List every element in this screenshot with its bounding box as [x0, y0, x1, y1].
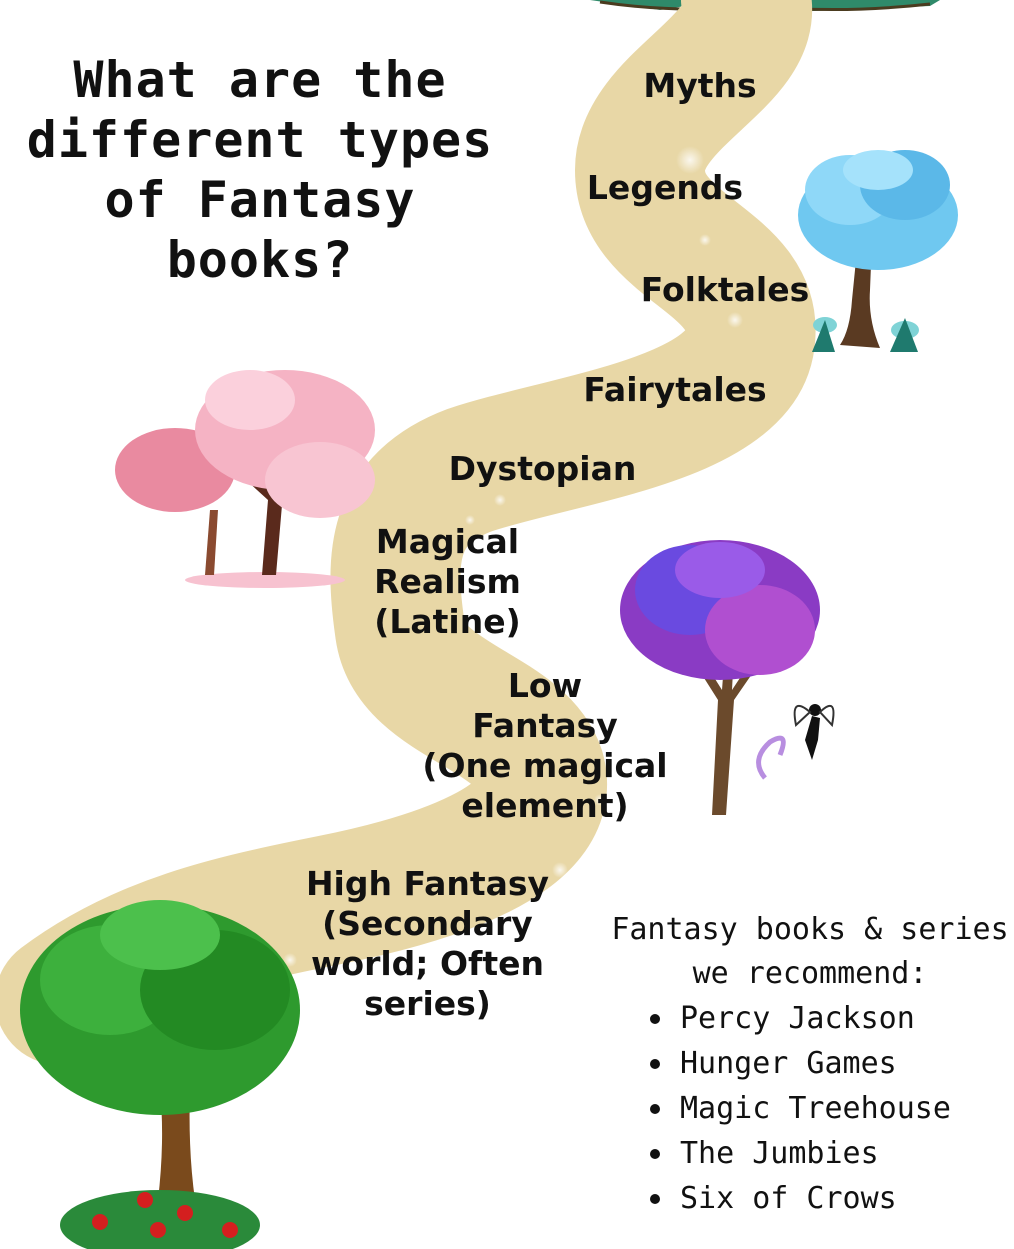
list-item — [606, 1041, 1014, 1086]
fairy-icon — [795, 704, 834, 760]
list-item-text: Magic Treehouse — [680, 1091, 951, 1126]
recommendation-list — [606, 996, 1014, 1221]
bullet-icon — [650, 1059, 660, 1069]
green-tree-icon — [20, 900, 300, 1249]
list-item-text: Six of Crows — [680, 1181, 897, 1216]
list-item-text: Hunger Games — [680, 1046, 897, 1081]
label-myths: Myths — [643, 66, 757, 105]
bullet-icon — [650, 1104, 660, 1114]
recommendations — [606, 908, 1014, 1221]
list-item — [606, 996, 1014, 1041]
blue-tree-icon — [798, 150, 958, 352]
label-low-fantasy: Low Fantasy (One magical element) — [422, 666, 668, 825]
list-item — [606, 1176, 1014, 1221]
label-legends: Legends — [586, 168, 744, 207]
label-folktales: Folktales — [640, 270, 810, 309]
bullet-icon — [650, 1194, 660, 1204]
label-magical-realism: Magical Realism (Latine) — [374, 522, 521, 641]
list-item-text: The Jumbies — [680, 1136, 879, 1171]
bullet-icon — [650, 1149, 660, 1159]
bullet-icon — [650, 1014, 660, 1024]
label-fairytales: Fairytales — [583, 370, 767, 409]
list-item — [606, 1131, 1014, 1176]
label-high-fantasy: High Fantasy (Secondary world; Often series) — [305, 864, 550, 1023]
recommendations-heading: Fantasy books & series we recommend: — [611, 912, 1009, 991]
list-item-text: Percy Jackson — [680, 1001, 915, 1036]
list-item — [606, 1086, 1014, 1131]
label-dystopian: Dystopian — [448, 449, 637, 488]
page-title: What are the different types of Fantasy books? — [26, 51, 494, 289]
